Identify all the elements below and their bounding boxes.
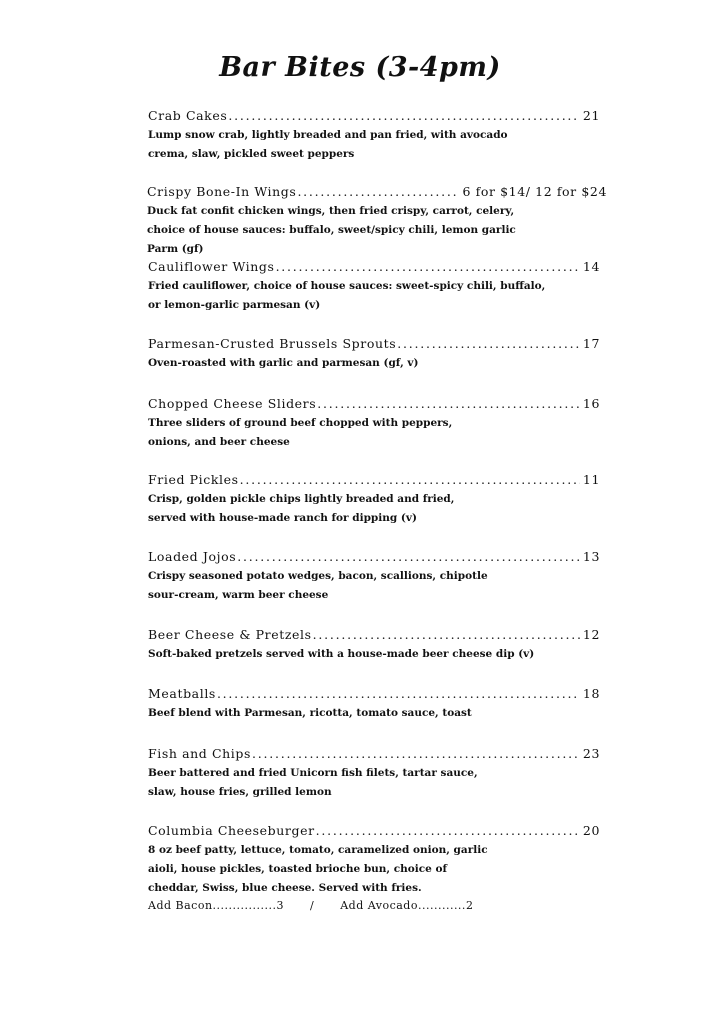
item-name: Columbia Cheeseburger — [148, 823, 315, 838]
dot-leader — [240, 470, 580, 490]
menu-item-crab-cakes — [148, 106, 600, 164]
item-line — [148, 684, 600, 704]
dot-leader — [317, 394, 580, 414]
item-price: 20 — [582, 823, 600, 838]
addon-avocado-price: 2 — [465, 899, 474, 912]
item-price: 11 — [582, 472, 600, 487]
item-description: Crispy seasoned potato wedges, bacon, scallions, chipotle sour-cream, warm beer cheese — [148, 570, 488, 601]
item-price: 21 — [582, 108, 600, 123]
menu-item-cheeseburger — [148, 821, 600, 898]
item-description: Beef blend with Parmesan, ricotta, tomato sauce, toast — [148, 707, 472, 719]
menu-item-loaded-jojos — [148, 547, 600, 605]
item-line — [148, 394, 600, 414]
item-name: Beer Cheese & Pretzels — [148, 627, 312, 642]
item-line — [148, 470, 600, 490]
item-price: 16 — [582, 396, 600, 411]
item-price: 17 — [582, 336, 600, 351]
item-line — [148, 257, 600, 277]
dot-leader — [237, 547, 580, 567]
item-description: Three sliders of ground beef chopped with peppers, onions, and beer cheese — [148, 417, 453, 448]
burger-addons — [148, 897, 473, 915]
dot-leader — [313, 625, 580, 645]
item-description: Oven-roasted with garlic and parmesan (gf, v) — [148, 357, 419, 369]
dot-leader — [252, 744, 580, 764]
item-description: Duck fat confit chicken wings, then fried crispy, carrot, celery, choice of house sauces: buffalo, sweet/spicy chili, lemon garlic Parm (gf) — [147, 205, 516, 255]
item-name: Meatballs — [148, 686, 216, 701]
item-line — [148, 744, 600, 764]
dot-leader — [316, 821, 580, 841]
menu-title: Bar Bites (3-4pm) — [219, 52, 501, 83]
item-description: Soft-baked pretzels served with a house-made beer cheese dip (v) — [148, 648, 535, 660]
item-line — [148, 547, 600, 567]
addon-separator: / — [310, 899, 315, 912]
item-price: 14 — [582, 259, 600, 274]
item-line — [147, 182, 607, 202]
dot-leader: ............ — [417, 899, 466, 912]
item-name: Chopped Cheese Sliders — [148, 396, 317, 411]
item-line — [148, 821, 600, 841]
dot-leader: ................ — [212, 899, 277, 912]
item-name: Fried Pickles — [148, 472, 239, 487]
item-name: Cauliflower Wings — [148, 259, 275, 274]
menu-item-brussels-sprouts — [148, 334, 600, 373]
menu-item-fried-pickles — [148, 470, 600, 528]
item-line — [148, 334, 600, 354]
item-name: Crispy Bone-In Wings — [147, 184, 297, 199]
addon-avocado-label: Add Avocado — [340, 899, 418, 912]
item-price: 6 for $14/ 12 for $24 — [462, 184, 607, 199]
item-price: 23 — [582, 746, 600, 761]
item-name: Crab Cakes — [148, 108, 228, 123]
item-line — [148, 625, 600, 645]
menu-item-sliders — [148, 394, 600, 452]
dot-leader — [397, 334, 580, 354]
addon-bacon-label: Add Bacon — [148, 899, 213, 912]
item-description: Crisp, golden pickle chips lightly breaded and fried, served with house-made ranch for dipping (v) — [148, 493, 455, 524]
addon-bacon-price: 3 — [276, 899, 284, 912]
item-name: Parmesan-Crusted Brussels Sprouts — [148, 336, 397, 351]
menu-item-beer-cheese-pretzels — [148, 625, 600, 664]
dot-leader — [297, 182, 459, 202]
menu-item-fish-and-chips — [148, 744, 600, 802]
dot-leader — [217, 684, 580, 704]
item-description: Beer battered and fried Unicorn fish filets, tartar sauce, slaw, house fries, grilled lemon — [148, 767, 478, 798]
dot-leader — [228, 106, 580, 126]
item-line — [148, 106, 600, 126]
menu-item-cauliflower-wings — [148, 257, 600, 315]
item-description: Fried cauliflower, choice of house sauces: sweet-spicy chili, buffalo, or lemon-garlic parmesan (v) — [148, 280, 546, 311]
menu-item-wings — [147, 182, 607, 259]
item-price: 13 — [582, 549, 600, 564]
item-name: Loaded Jojos — [148, 549, 237, 564]
item-description: Lump snow crab, lightly breaded and pan fried, with avocado crema, slaw, pickled sweet peppers — [148, 129, 508, 160]
item-price: 18 — [582, 686, 600, 701]
item-name: Fish and Chips — [148, 746, 252, 761]
item-description: 8 oz beef patty, lettuce, tomato, caramelized onion, garlic aioli, house pickles, toasted brioche bun, choice of cheddar, Swiss, blue cheese. Served with fries. — [148, 844, 488, 894]
item-price: 12 — [582, 627, 600, 642]
menu-item-meatballs — [148, 684, 600, 723]
dot-leader — [276, 257, 580, 277]
